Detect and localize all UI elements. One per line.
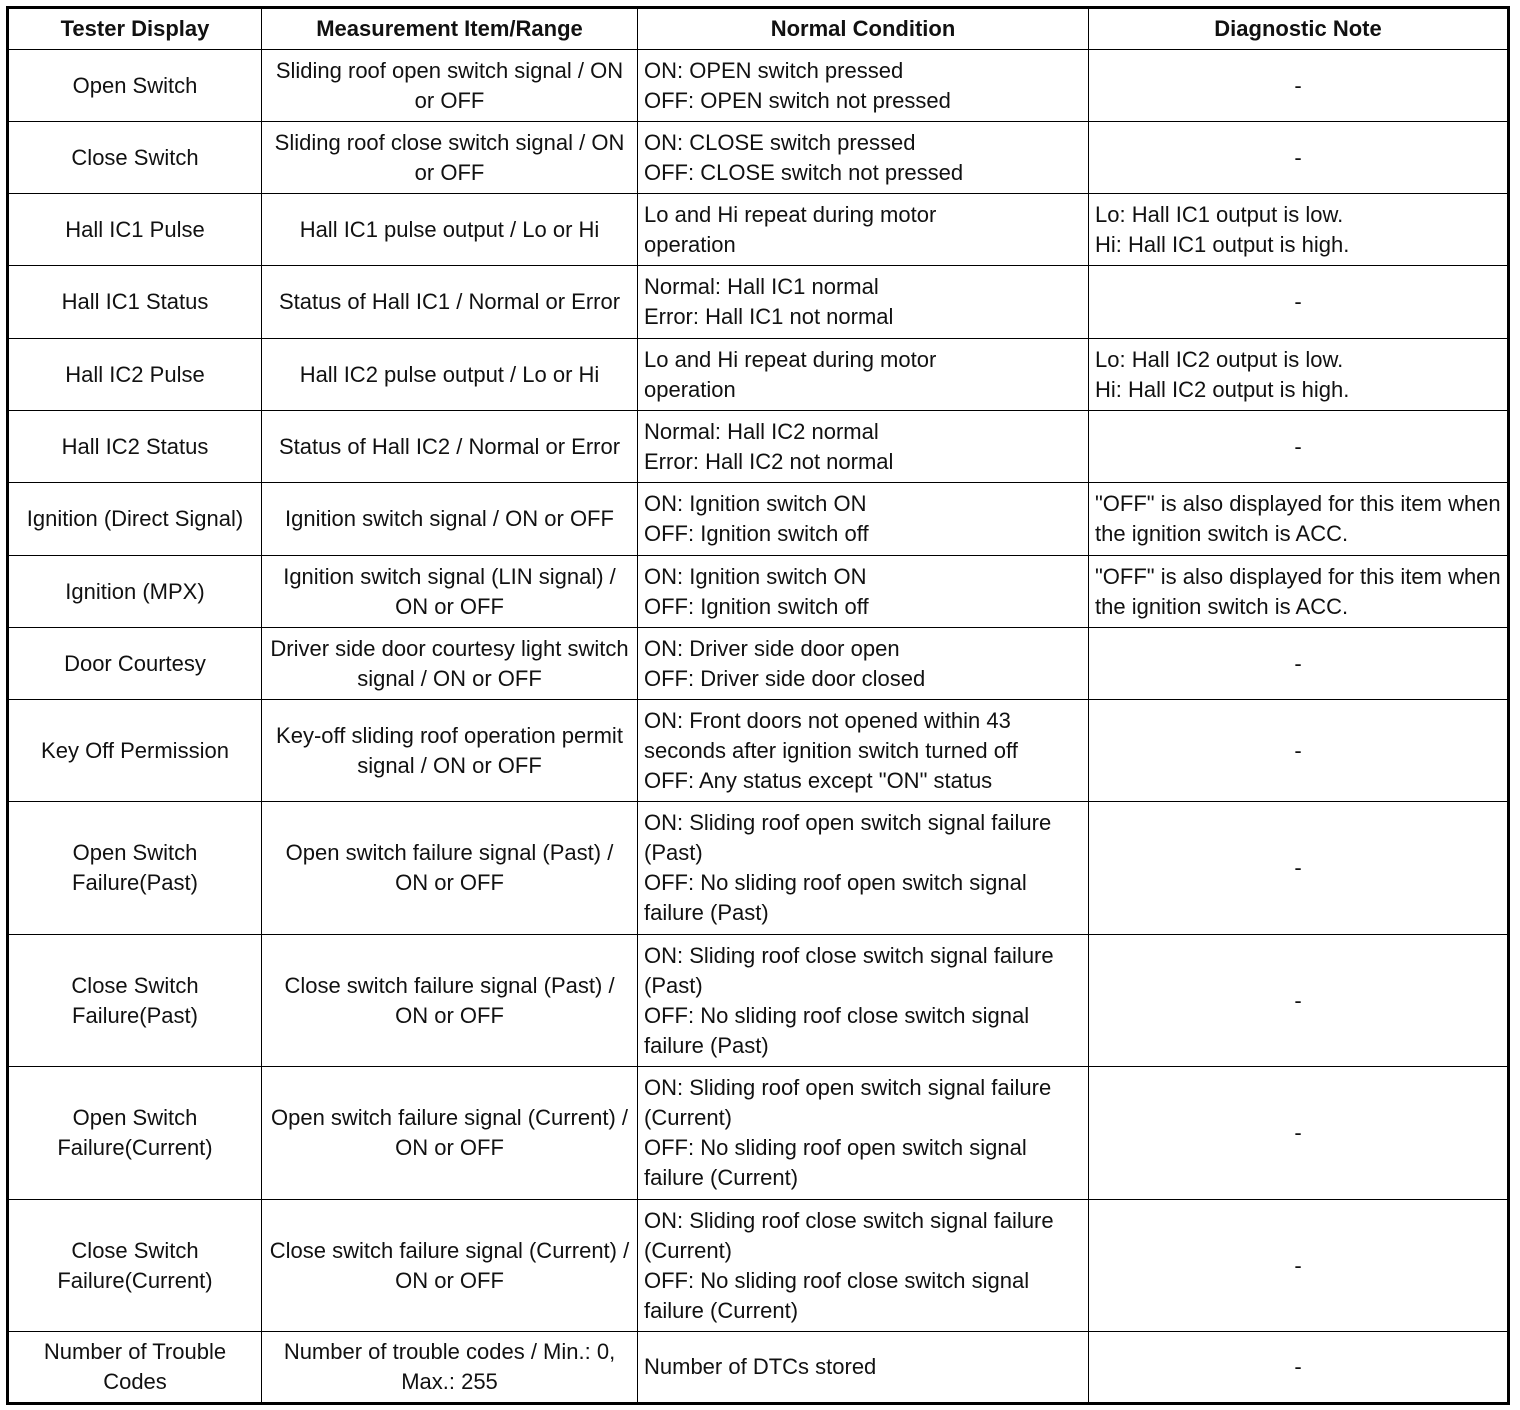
cell-normal-condition: Number of DTCs stored: [638, 1332, 1089, 1404]
cell-tester-display: Open Switch: [8, 50, 262, 122]
cell-measurement-range: Close switch failure signal (Current) / ON or OFF: [262, 1200, 638, 1332]
cell-diagnostic-note: -: [1089, 1332, 1509, 1404]
cell-measurement-range: Close switch failure signal (Past) / ON or OFF: [262, 935, 638, 1067]
cell-measurement-range: Open switch failure signal (Past) / ON or OFF: [262, 802, 638, 935]
cell-normal-condition: ON: CLOSE switch pressed OFF: CLOSE switch not pressed: [638, 122, 1089, 194]
cell-measurement-range: Sliding roof close switch signal / ON or OFF: [262, 122, 638, 194]
table-row: [8, 483, 1509, 556]
table-row: [8, 802, 1509, 935]
cell-tester-display: Hall IC1 Pulse: [8, 194, 262, 266]
cell-normal-condition: ON: Sliding roof close switch signal failure (Current) OFF: No sliding roof close switch signal failure (Current): [638, 1200, 1089, 1332]
cell-normal-condition: Lo and Hi repeat during motor operation: [638, 339, 1089, 411]
table-row: [8, 339, 1509, 411]
header-measurement-item: Measurement Item/Range: [262, 8, 638, 50]
cell-normal-condition: ON: Front doors not opened within 43 seconds after ignition switch turned off OFF: Any status except "ON" status: [638, 700, 1089, 802]
cell-diagnostic-note: -: [1089, 50, 1509, 122]
cell-diagnostic-note: -: [1089, 266, 1509, 339]
cell-diagnostic-note: -: [1089, 700, 1509, 802]
cell-normal-condition: Normal: Hall IC2 normal Error: Hall IC2 not normal: [638, 411, 1089, 483]
cell-normal-condition: Lo and Hi repeat during motor operation: [638, 194, 1089, 266]
table-row: [8, 50, 1509, 122]
cell-diagnostic-note: Lo: Hall IC2 output is low. Hi: Hall IC2 output is high.: [1089, 339, 1509, 411]
cell-diagnostic-note: "OFF" is also displayed for this item when the ignition switch is ACC.: [1089, 556, 1509, 628]
cell-tester-display: Close Switch Failure(Past): [8, 935, 262, 1067]
cell-diagnostic-note: -: [1089, 1067, 1509, 1200]
cell-tester-display: Key Off Permission: [8, 700, 262, 802]
cell-measurement-range: Hall IC2 pulse output / Lo or Hi: [262, 339, 638, 411]
table-row: [8, 1067, 1509, 1200]
table-row: [8, 1332, 1509, 1404]
header-normal-condition: Normal Condition: [638, 8, 1089, 50]
cell-tester-display: Door Courtesy: [8, 628, 262, 700]
cell-diagnostic-note: -: [1089, 1200, 1509, 1332]
cell-measurement-range: Hall IC1 pulse output / Lo or Hi: [262, 194, 638, 266]
cell-diagnostic-note: "OFF" is also displayed for this item when the ignition switch is ACC.: [1089, 483, 1509, 556]
cell-tester-display: Hall IC2 Pulse: [8, 339, 262, 411]
table-row: [8, 628, 1509, 700]
cell-normal-condition: ON: Sliding roof close switch signal failure (Past) OFF: No sliding roof close switch signal failure (Past): [638, 935, 1089, 1067]
cell-tester-display: Ignition (MPX): [8, 556, 262, 628]
cell-measurement-range: Driver side door courtesy light switch signal / ON or OFF: [262, 628, 638, 700]
cell-tester-display: Hall IC1 Status: [8, 266, 262, 339]
cell-tester-display: Ignition (Direct Signal): [8, 483, 262, 556]
cell-normal-condition: Normal: Hall IC1 normal Error: Hall IC1 not normal: [638, 266, 1089, 339]
table-row: [8, 266, 1509, 339]
cell-measurement-range: Number of trouble codes / Min.: 0, Max.: 255: [262, 1332, 638, 1404]
cell-diagnostic-note: -: [1089, 802, 1509, 935]
cell-measurement-range: Open switch failure signal (Current) / ON or OFF: [262, 1067, 638, 1200]
cell-normal-condition: ON: Ignition switch ON OFF: Ignition switch off: [638, 483, 1089, 556]
cell-diagnostic-note: -: [1089, 628, 1509, 700]
cell-measurement-range: Sliding roof open switch signal / ON or OFF: [262, 50, 638, 122]
table-row: [8, 194, 1509, 266]
header-tester-display: Tester Display: [8, 8, 262, 50]
cell-diagnostic-note: Lo: Hall IC1 output is low. Hi: Hall IC1 output is high.: [1089, 194, 1509, 266]
data-list-table: [6, 6, 1510, 1405]
cell-diagnostic-note: -: [1089, 122, 1509, 194]
cell-normal-condition: ON: Sliding roof open switch signal failure (Past) OFF: No sliding roof open switch signal failure (Past): [638, 802, 1089, 935]
cell-diagnostic-note: -: [1089, 411, 1509, 483]
table-row: [8, 556, 1509, 628]
table-row: [8, 1200, 1509, 1332]
cell-tester-display: Close Switch Failure(Current): [8, 1200, 262, 1332]
cell-normal-condition: ON: Ignition switch ON OFF: Ignition switch off: [638, 556, 1089, 628]
table-row: [8, 122, 1509, 194]
cell-diagnostic-note: -: [1089, 935, 1509, 1067]
table-row: [8, 700, 1509, 802]
table-row: [8, 935, 1509, 1067]
cell-tester-display: Close Switch: [8, 122, 262, 194]
header-row: [8, 8, 1509, 50]
cell-tester-display: Open Switch Failure(Past): [8, 802, 262, 935]
cell-measurement-range: Ignition switch signal / ON or OFF: [262, 483, 638, 556]
cell-measurement-range: Key-off sliding roof operation permit signal / ON or OFF: [262, 700, 638, 802]
cell-tester-display: Open Switch Failure(Current): [8, 1067, 262, 1200]
cell-normal-condition: ON: Driver side door open OFF: Driver side door closed: [638, 628, 1089, 700]
cell-normal-condition: ON: OPEN switch pressed OFF: OPEN switch not pressed: [638, 50, 1089, 122]
header-diagnostic-note: Diagnostic Note: [1089, 8, 1509, 50]
cell-measurement-range: Status of Hall IC1 / Normal or Error: [262, 266, 638, 339]
cell-tester-display: Number of Trouble Codes: [8, 1332, 262, 1404]
cell-tester-display: Hall IC2 Status: [8, 411, 262, 483]
cell-measurement-range: Ignition switch signal (LIN signal) / ON or OFF: [262, 556, 638, 628]
cell-measurement-range: Status of Hall IC2 / Normal or Error: [262, 411, 638, 483]
table-row: [8, 411, 1509, 483]
cell-normal-condition: ON: Sliding roof open switch signal failure (Current) OFF: No sliding roof open switch signal failure (Current): [638, 1067, 1089, 1200]
